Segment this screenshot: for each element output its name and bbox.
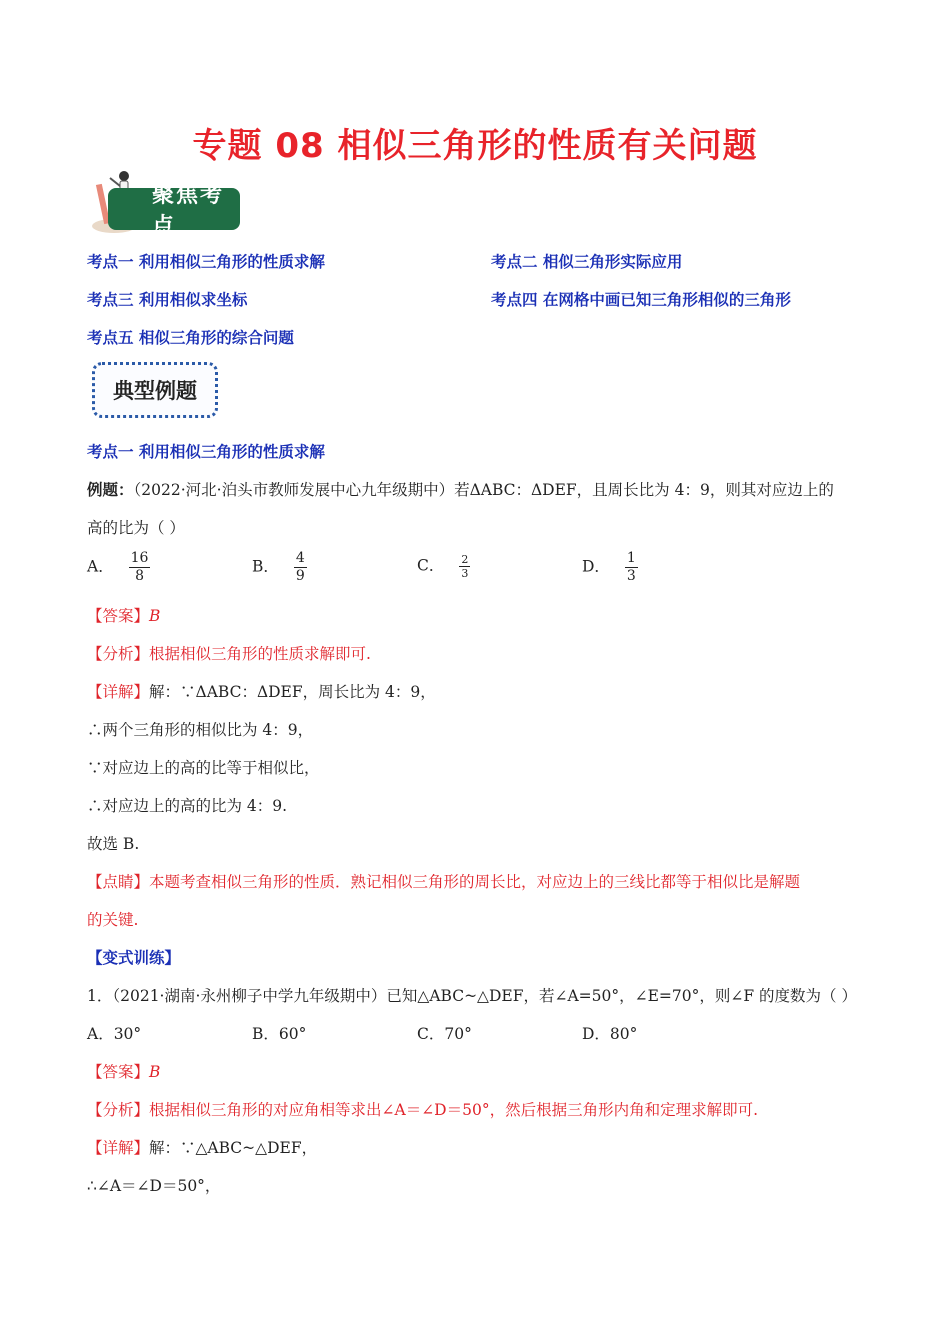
variant-heading: 【变式训练】 (87, 949, 181, 967)
option-d[interactable]: D． $\frac{1}{3}$ (582, 550, 636, 584)
examples-badge: 典型例题 (92, 362, 218, 418)
example-line-1 (87, 478, 834, 500)
focus-badge: 聚焦考点 (108, 188, 240, 230)
q1-answer: 【答案】B (87, 1063, 161, 1081)
q1-analysis: 【分析】根据相似三角形的对应角相等求出∠A＝∠D＝50°，然后根据三角形内角和定理求解即可. (87, 1101, 759, 1119)
q1-detail-2: ∴∠A＝∠D＝50°， (87, 1177, 221, 1195)
example-answer: 【答案】B (87, 607, 161, 625)
fraction-c: $\frac{2}{3}$ (461, 553, 469, 580)
option-b[interactable]: B． $\frac{4}{9}$ (252, 550, 305, 584)
page-title: 专题 08 相似三角形的性质有关问题 (192, 126, 758, 166)
example-comment-1: 【点睛】本题考查相似三角形的性质．熟记相似三角形的周长比，对应边上的三线比都等于相似比是解题 (87, 873, 801, 891)
q1-option-d[interactable]: D．80° (582, 1025, 638, 1043)
section-heading: 考点一 利用相似三角形的性质求解 (87, 443, 325, 461)
kaodian-1: 考点一 利用相似三角形的性质求解 (87, 253, 325, 271)
kaodian-5: 考点五 相似三角形的综合问题 (87, 329, 294, 347)
fraction-b: $\frac{4}{9}$ (295, 550, 305, 584)
example-detail-4: ∴对应边上的高的比为 4：9. (87, 797, 288, 815)
example-line-2: 高的比为（ ） (87, 519, 185, 537)
kaodian-4: 考点四 在网格中画已知三角形相似的三角形 (491, 291, 791, 309)
example-detail-1: 【详解】解：∵ΔABC：ΔDEF，周长比为 4：9， (87, 683, 436, 701)
q1-option-c[interactable]: C．70° (417, 1025, 472, 1043)
example-analysis: 【分析】根据相似三角形的性质求解即可. (87, 645, 371, 663)
q1-option-a[interactable]: A．30° (87, 1025, 142, 1043)
fraction-a: $\frac{16}{8}$ (130, 550, 149, 584)
option-c[interactable]: C． $\frac{2}{3}$ (417, 553, 469, 580)
example-label: 例题： (87, 481, 134, 499)
fraction-d: $\frac{1}{3}$ (626, 550, 636, 584)
kaodian-2: 考点二 相似三角形实际应用 (491, 253, 683, 271)
kaodian-3: 考点三 利用相似求坐标 (87, 291, 248, 309)
example-detail-5: 故选 B. (87, 835, 140, 853)
q1-detail-1: 【详解】解：∵△ABC~△DEF， (87, 1139, 318, 1157)
option-a[interactable]: A． $\frac{16}{8}$ (87, 550, 149, 584)
q1-option-b[interactable]: B．60° (252, 1025, 307, 1043)
example-detail-2: ∴两个三角形的相似比为 4：9， (87, 721, 314, 739)
q1-stem: 1．（2021·湖南·永州柳子中学九年级期中）已知△ABC~△DEF，若∠A=50°，∠E=70°，则∠F 的度数为（ ） (87, 987, 857, 1005)
example-detail-3: ∵对应边上的高的比等于相似比， (87, 759, 320, 777)
example-stem: （2022·河北·泊头市教师发展中心九年级期中）若ΔABC：ΔDEF，且周长比为 4：9，则其对应边上的 (133, 481, 834, 499)
example-comment-2: 的关键. (87, 911, 139, 929)
